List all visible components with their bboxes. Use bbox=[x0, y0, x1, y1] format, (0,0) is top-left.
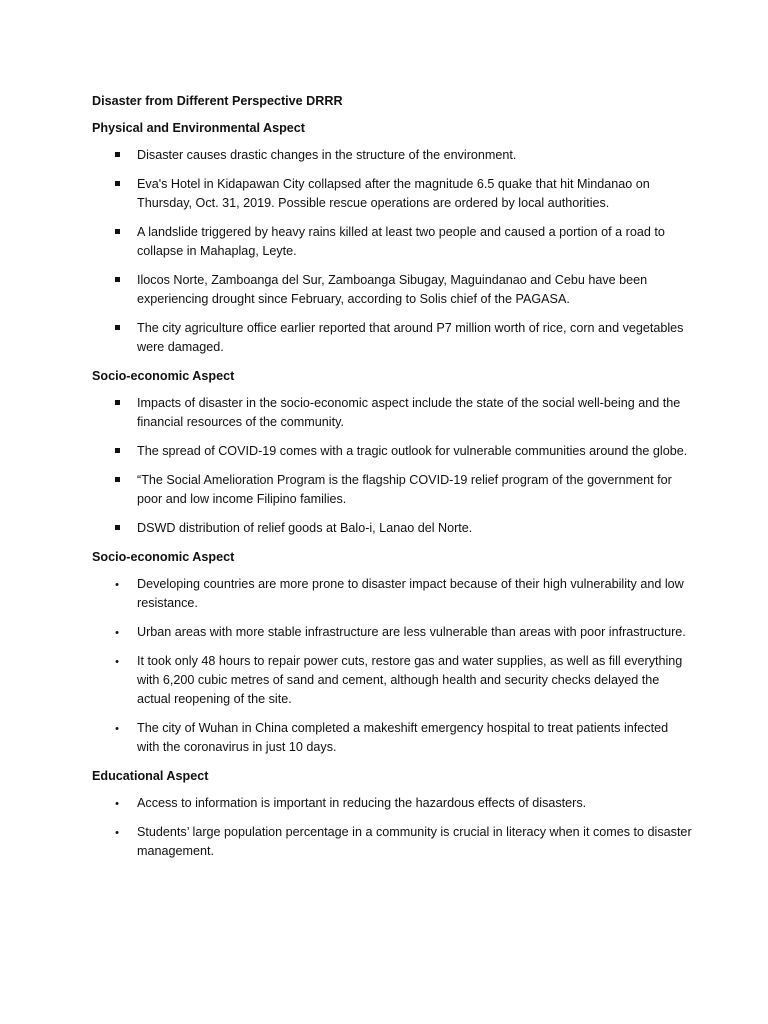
list-item bbox=[92, 823, 692, 861]
list-item bbox=[92, 175, 692, 213]
dot-bullet-icon bbox=[112, 794, 122, 814]
square-bullet-icon bbox=[112, 271, 122, 290]
list-item-text: The city of Wuhan in China completed a makeshift emergency hospital to treat patients infected with the coronavirus in just 10 days. bbox=[137, 721, 669, 754]
list-item-text: Impacts of disaster in the socio-economic aspect include the state of the social well-being and the financial resources of the community. bbox=[137, 396, 681, 429]
list-item-text: Urban areas with more stable infrastructure are less vulnerable than areas with poor infrastructure. bbox=[137, 625, 686, 639]
section-physical-environmental bbox=[92, 119, 692, 357]
list-item bbox=[92, 623, 692, 642]
list-item-text: The city agriculture office earlier reported that around P7 million worth of rice, corn and vegetables were damaged. bbox=[137, 321, 684, 354]
square-bullet-icon bbox=[112, 471, 122, 490]
bullet-list bbox=[92, 794, 692, 861]
square-bullet-icon bbox=[112, 319, 122, 338]
bullet-list bbox=[92, 575, 692, 757]
document-page bbox=[92, 92, 692, 871]
square-bullet-icon bbox=[112, 394, 122, 413]
list-item bbox=[92, 575, 692, 613]
list-item bbox=[92, 519, 692, 538]
list-item bbox=[92, 271, 692, 309]
dot-bullet-icon bbox=[112, 719, 122, 739]
list-item bbox=[92, 652, 692, 709]
square-bullet-icon bbox=[112, 146, 122, 165]
list-item bbox=[92, 146, 692, 165]
list-item bbox=[92, 471, 692, 509]
section-heading: Socio-economic Aspect bbox=[92, 369, 235, 383]
list-item-text: Students’ large population percentage in a community is crucial in literacy when it comes to disaster management. bbox=[137, 825, 692, 858]
dot-bullet-icon bbox=[112, 652, 122, 672]
square-bullet-icon bbox=[112, 442, 122, 461]
section-heading: Physical and Environmental Aspect bbox=[92, 121, 305, 135]
list-item-text: Developing countries are more prone to disaster impact because of their high vulnerability and low resistance. bbox=[137, 577, 684, 610]
dot-bullet-icon bbox=[112, 575, 122, 595]
square-bullet-icon bbox=[112, 519, 122, 538]
list-item bbox=[92, 794, 692, 813]
list-item-text: The spread of COVID-19 comes with a tragic outlook for vulnerable communities around the globe. bbox=[137, 444, 688, 458]
list-item-text: DSWD distribution of relief goods at Balo-i, Lanao del Norte. bbox=[137, 521, 473, 535]
list-item bbox=[92, 223, 692, 261]
section-socio-economic bbox=[92, 367, 692, 538]
document-title: Disaster from Different Perspective DRRR bbox=[92, 94, 343, 108]
list-item-text: A landslide triggered by heavy rains killed at least two people and caused a portion of a road to collapse in Mahaplag, Leyte. bbox=[137, 225, 665, 258]
list-item-text: Disaster causes drastic changes in the structure of the environment. bbox=[137, 148, 517, 162]
square-bullet-icon bbox=[112, 223, 122, 242]
section-socio-economic-2 bbox=[92, 548, 692, 757]
bullet-list bbox=[92, 146, 692, 357]
section-heading: Educational Aspect bbox=[92, 769, 209, 783]
square-bullet-icon bbox=[112, 175, 122, 194]
list-item-text: Access to information is important in reducing the hazardous effects of disasters. bbox=[137, 796, 587, 810]
dot-bullet-icon bbox=[112, 823, 122, 843]
dot-bullet-icon bbox=[112, 623, 122, 643]
list-item-text: “The Social Amelioration Program is the flagship COVID-19 relief program of the government for poor and low income Filipino families. bbox=[137, 473, 672, 506]
list-item-text: Ilocos Norte, Zamboanga del Sur, Zamboanga Sibugay, Maguindanao and Cebu have been experiencing drought since February, according to Solis chief of the PAGASA. bbox=[137, 273, 648, 306]
list-item-text: Eva's Hotel in Kidapawan City collapsed after the magnitude 6.5 quake that hit Mindanao on Thursday, Oct. 31, 2019. Possible rescue operations are ordered by local authorities. bbox=[137, 177, 650, 210]
list-item bbox=[92, 442, 692, 461]
section-heading: Socio-economic Aspect bbox=[92, 550, 235, 564]
list-item bbox=[92, 319, 692, 357]
list-item bbox=[92, 394, 692, 432]
section-educational bbox=[92, 767, 692, 861]
list-item-text: It took only 48 hours to repair power cuts, restore gas and water supplies, as well as fill everything with 6,200 cubic metres of sand and cement, although health and security checks delayed the actual reopening of the site. bbox=[137, 654, 683, 706]
bullet-list bbox=[92, 394, 692, 538]
list-item bbox=[92, 719, 692, 757]
